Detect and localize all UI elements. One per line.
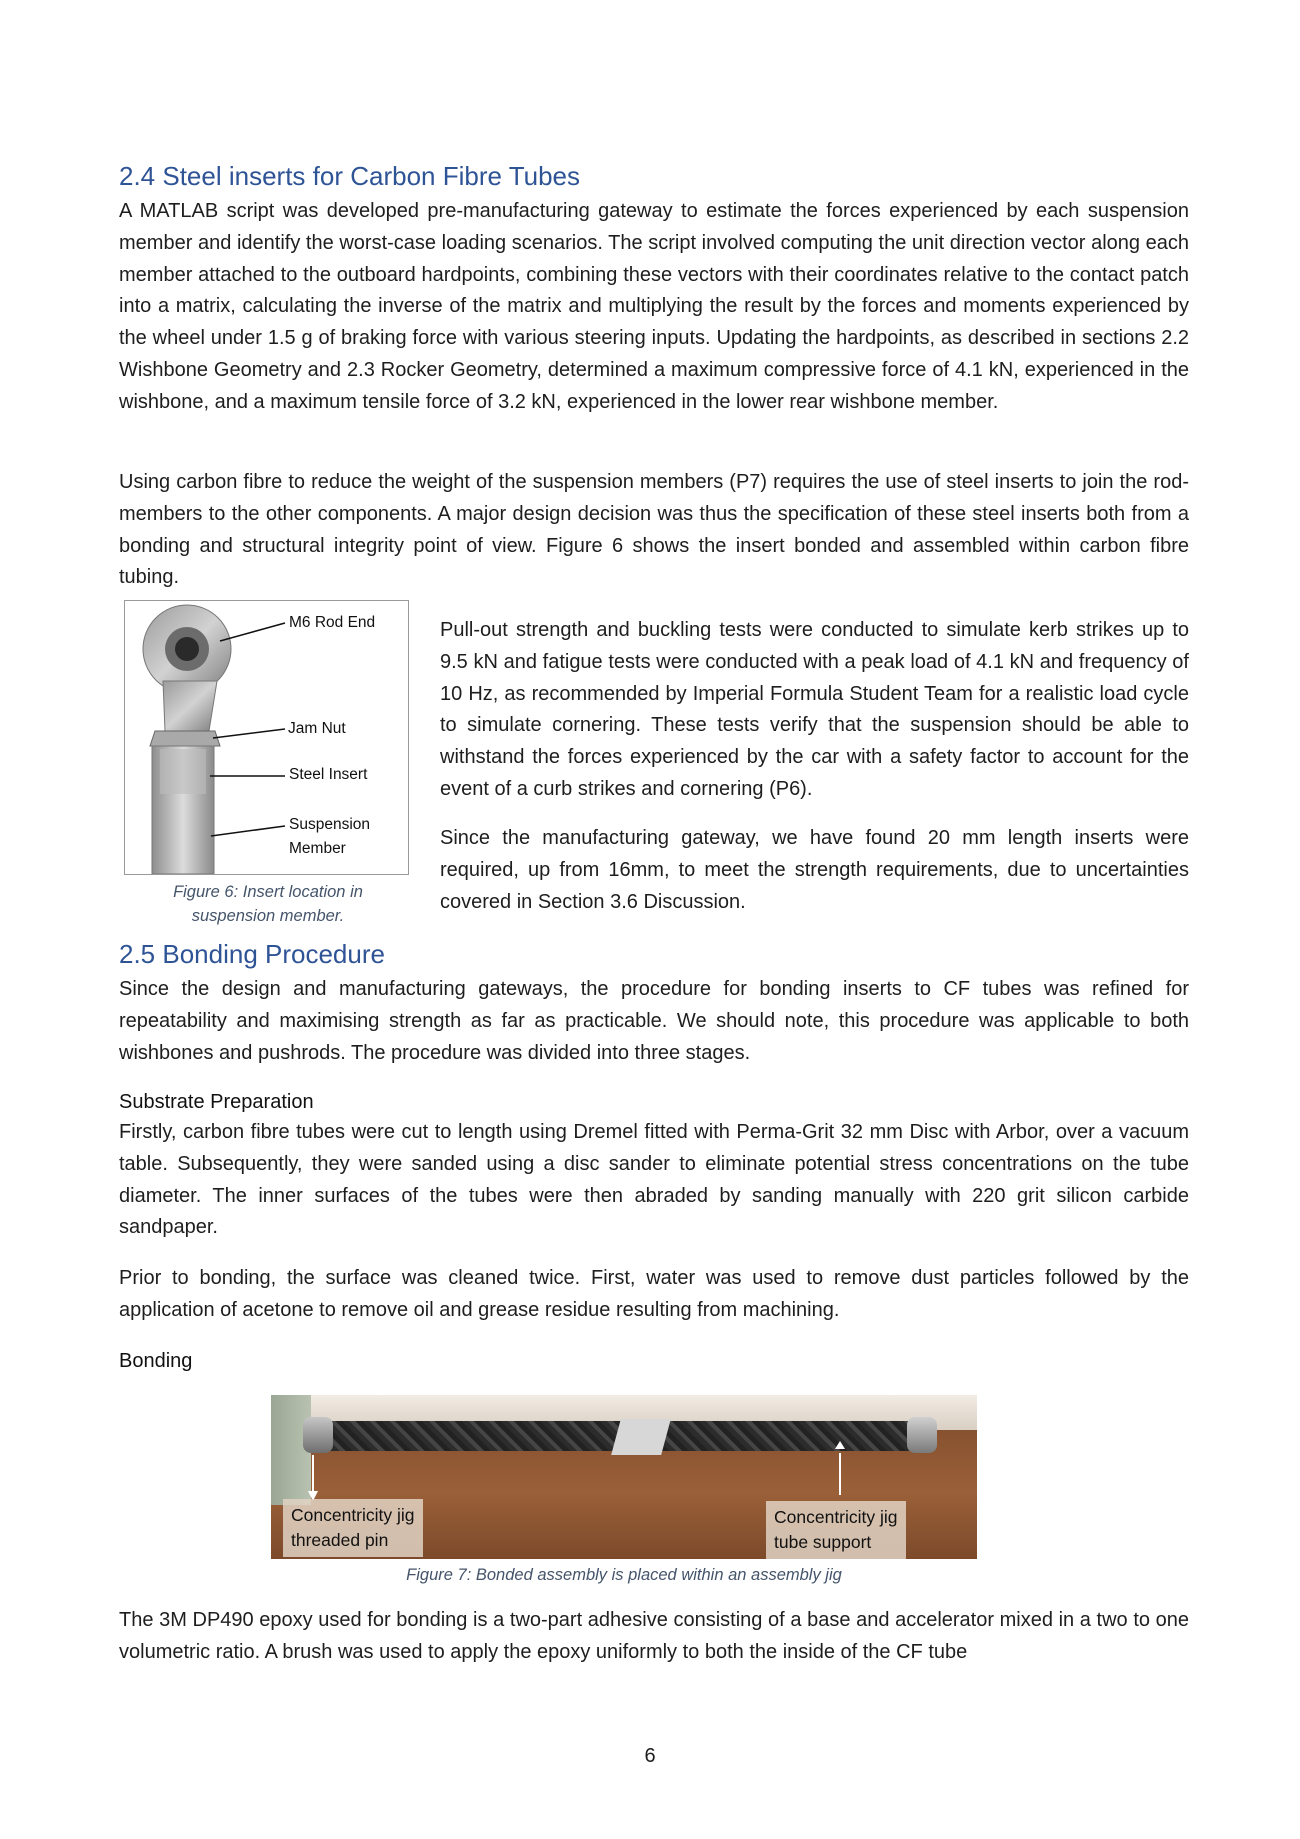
label-suspension: Suspension [289,816,371,833]
label-jig-tube-support: Concentricity jig tube support [766,1501,906,1559]
subheading-bonding: Bonding [119,1350,193,1372]
paragraph-epoxy: The 3M DP490 epoxy used for bonding is a two-part adhesive consisting of a base and accelerator mixed in a two to one volumetric ratio. A brush was used to apply the epoxy uniformly to both the inside of the CF tube [119,1609,1189,1663]
label-jam-nut: Jam Nut [288,720,346,737]
paragraph-bonding-intro: Since the design and manufacturing gateways, the procedure for bonding inserts to CF tubes was refined for repeatability and maximising strength as far as practicable. We should note, this procedure was applicable to both wishbones and pushrods. The procedure was divided into three stages. [119,978,1189,1064]
figure-7-caption: Figure 7: Bonded assembly is placed within an assembly jig [406,1566,842,1584]
paragraph-matlab-script: A MATLAB script was developed pre-manufacturing gateway to estimate the forces experienced by each suspension member and identify the worst-case loading scenarios. The script involved computing the unit direction vector along each member attached to the outboard hardpoints, combining these vectors with their coordinates relative to the contact patch into a matrix, calculating the inverse of the matrix and multiplying the result by the forces and moments experienced by the wheel under 1.5 g of braking force with various steering inputs. Updating the hardpoints, as described in sections 2.2 Wishbone Geometry and 2.3 Rocker Geometry, determined a maximum compressive force of 4.1 kN, experienced in the wishbone, and a maximum tensile force of 3.2 kN, experienced in the lower rear wishbone member. [119,200,1189,413]
label-steel-insert: Steel Insert [289,766,368,783]
page-number: 6 [644,1745,656,1767]
paragraph-cleaning: Prior to bonding, the surface was cleaned twice. First, water was used to remove dust particles followed by the application of acetone to remove oil and grease residue resulting from machining. [119,1267,1189,1321]
paragraph-carbon-fibre-inserts: Using carbon fibre to reduce the weight of the suspension members (P7) requires the use of steel inserts to join the rod-members to the other components. A major design decision was thus the specification of these steel inserts both from a bonding and structural integrity point of view. Figure 6 shows the insert bonded and assembled within carbon fibre tubing. [119,471,1189,589]
label-rod-end: M6 Rod End [289,614,376,631]
paragraph-substrate-prep: Firstly, carbon fibre tubes were cut to length using Dremel fitted with Perma-Grit 32 mm Disc with Arbor, over a vacuum table. Subsequently, they were sanded using a disc sander to eliminate potential stress concentrations on the tube diameter. The inner surfaces of the tubes were then abraded by sanding manually with 220 grit silicon carbide sandpaper. [119,1121,1189,1239]
label-member: Member [289,840,346,857]
label-jig-threaded-pin: Concentricity jig threaded pin [283,1499,423,1557]
figure-6-caption-line-1: Figure 6: Insert location in [173,883,363,901]
figure-6-caption-line-2: suspension member. [191,907,345,925]
subheading-substrate-preparation: Substrate Preparation [119,1091,314,1113]
figure-6-image [124,600,409,875]
section-heading-2-5: 2.5 Bonding Procedure [119,939,385,969]
paragraph-strength-tests: Pull-out strength and buckling tests were conducted to simulate kerb strikes up to 9.5 kN and fatigue tests were conducted with a peak load of 4.1 kN and frequency of 10 Hz, as recommended by Imperial Formula Student Team for a realistic load cycle to simulate cornering. These tests verify that the suspension should be able to withstand the forces experienced by the car with a safety factor to account for the event of a curb strikes and cornering (P6). [440,619,1189,800]
section-heading-2-4: 2.4 Steel inserts for Carbon Fibre Tubes [119,161,581,191]
figure-7-image [271,1395,977,1559]
paragraph-insert-length: Since the manufacturing gateway, we have found 20 mm length inserts were required, up from 16mm, to meet the strength requirements, due to uncertainties covered in Section 3.6 Discussion. [440,827,1189,913]
